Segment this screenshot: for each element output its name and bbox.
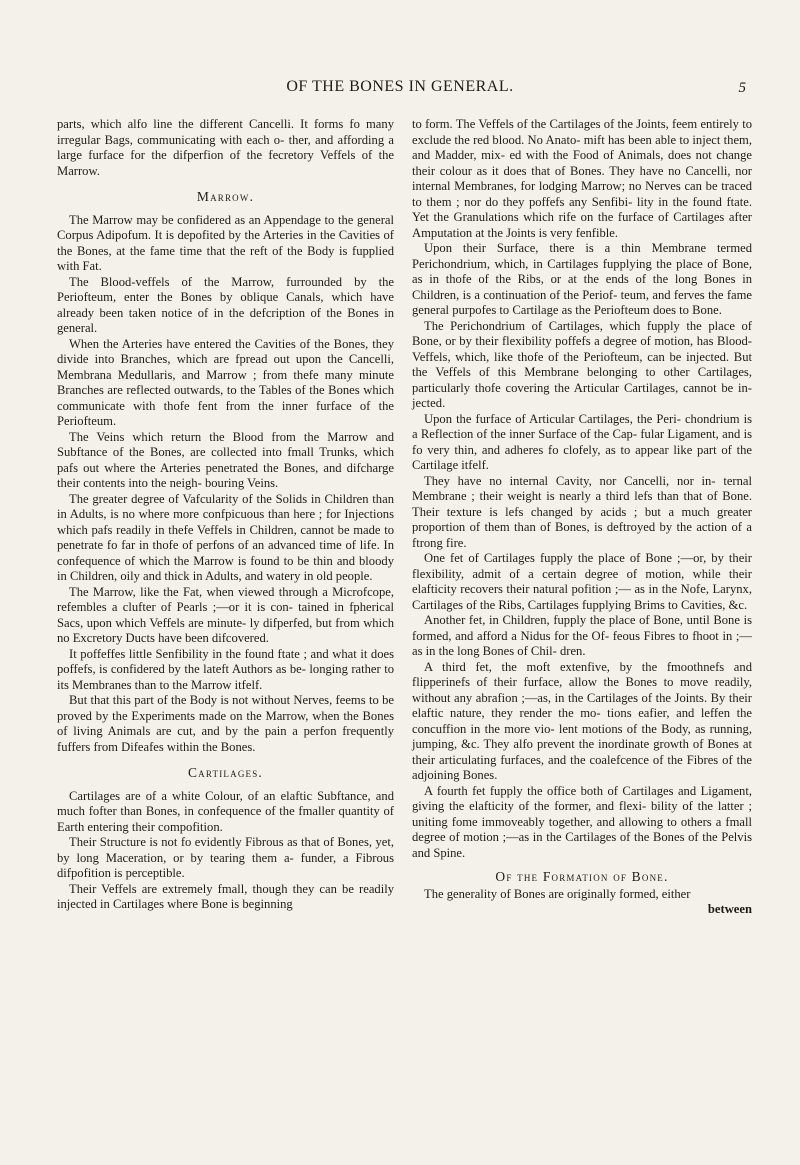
paragraph: A fourth fet fupply the office both of Cartilages and Ligament, giving the elafticity of the former, and flexi- bility of the latter ; uniting fome immoveably together, and allowing to others a fmall degree of motion ;—as in the Cartilages of the Bones of the Pelvis and Spine. xyxy=(412,783,752,860)
page-number: 5 xyxy=(738,80,746,96)
paragraph: to form. The Veffels of the Cartilages of the Joints, feem entirely to exclude the red blood. No Anato- mift has been able to inject them, and Madder, mix- ed with the Food of Animals, does not change their colour as it does that of Bones. They have no Cancelli, nor internal Membranes, for lodging Marrow; no Nerves can be traced to them ; nor do they poffefs any Senfibi- lity in the found ftate. Yet the Granulations which rife on the furface of Cartilages after Amputation at the Joints is very fenfible. xyxy=(412,117,752,240)
paragraph: The Veins which return the Blood from the Marrow and Subftance of the Bones, are collected into fmall Trunks, which pafs out where the Arteries penetrated the Bones, and difcharge their contents into the neigh- bouring Veins. xyxy=(57,429,394,490)
paragraph: Upon the furface of Articular Cartilages, the Peri- chondrium is a Reflection of the inner Surface of the Cap- fular Ligament, and is fo very thin, and adheres fo clofely, as to appear like part of the Cartilage itfelf. xyxy=(412,411,752,472)
paragraph: The generality of Bones are originally formed, either xyxy=(424,886,691,901)
paragraph: The Blood-veffels of the Marrow, furrounded by the Periofteum, enter the Bones by oblique Canals, which have already been taken notice of in the defcription of the Bones in general. xyxy=(57,274,394,335)
left-column xyxy=(57,117,394,913)
paragraph: The greater degree of Vafcularity of the Solids in Children than in Adults, is no where more confpicuous than here ; for Injections which pafs readily in thefe Veffels in Children, cannot be made to penetrate fo far in thofe of perfons of an advanced time of life. In confequence of which the Marrow is found to be thin and bloody in Children, oily and thick in Adults, and watery in old people. xyxy=(57,491,394,583)
paragraph: The Perichondrium of Cartilages, which fupply the place of Bone, or by their flexibility poffefs a degree of motion, has Blood-Veffels, which, like thofe of the Periofteum, can be injected. But the Veffels of this Membrane belonging to other Cartilages, particularly thofe covering the Articular Cartilages, cannot be in- jected. xyxy=(412,318,752,410)
paragraph: But that this part of the Body is not without Nerves, feems to be proved by the Experiments made on the Marrow, when the Bones of living Animals are cut, and by the pain a perfon frequently fuffers from Difeafes within the Bones. xyxy=(57,693,394,754)
paragraph: A third fet, the moft extenfive, by the fmoothnefs and flipperinefs of their furface, allow the Bones to move readily, without any abrafion ;—as, in the Cartilages of the Joints. By their elaftic nature, they render the mo- tions eafier, and leffen the concuffion in the more vio- lent motions of the Body, as running, jumping, &c. They alfo prevent the inordinate growth of Bones at their articulating furfaces, and the coalefcence of the Fibres of the adjoining Bones. xyxy=(412,659,752,782)
catchword: between xyxy=(707,902,752,916)
paragraph: Upon their Surface, there is a thin Membrane termed Perichondrium, which, in Cartilages fupplying the place of Bone, as in thofe of the Ribs, or at the ends of the long Bones in Children, is a continuation of the Periof- teum, and ferves the fame general purpofes to Cartilage as the Periofteum does to Bone. xyxy=(412,241,752,317)
paragraph: They have no internal Cavity, nor Cancelli, nor in- ternal Membrane ; their weight is nearly a third lefs than that of Bone. Their texture is lefs changed by acids ; but a much greater proportion of them than of Bones, is deftroyed by the action of a ftrong fire. xyxy=(412,473,752,550)
paragraph: The Marrow, like the Fat, when viewed through a Microfcope, refembles a clufter of Pearls ;—or it is con- tained in fpherical Sacs, upon which Veffels are minute- ly difperfed, but from which no Excretory Ducts have been difcovered. xyxy=(57,584,394,645)
section-heading-marrow: Marrow. xyxy=(196,189,255,204)
running-title: OF THE BONES IN GENERAL. xyxy=(286,78,514,95)
paragraph: When the Arteries have entered the Cavities of the Bones, they divide into Branches, which are fpread out upon the Cancelli, Membrana Medullaris, and Marrow ; from thefe many minute Branches are reflected outwards, to the Tables of the Bones which communicate with thofe fent from the inner furface of the Periofteum. xyxy=(57,336,394,428)
paragraph: Their Veffels are extremely fmall, though they can be readily injected in Cartilages where Bone is beginning xyxy=(57,881,394,911)
paragraph: The Marrow may be confidered as an Appendage to the general Corpus Adipofum. It is depofited by the Arteries in the Cavities of the Bones, at the fame time that the reft of the Body is fupplied with Fat. xyxy=(57,212,394,273)
right-column xyxy=(412,117,752,918)
paragraph: It poffeffes little Senfibility in the found ftate ; and what it does poffefs, is confidered by the lateft Authors as be- longing rather to its Membranes than to the Marrow itfelf. xyxy=(57,646,394,692)
section-heading-formation: Of the Formation of Bone. xyxy=(495,869,669,884)
paragraph: Cartilages are of a white Colour, of an elaftic Subftance, and much fofter than Bones, in confequence of the fmaller quantity of Earth entering their compofition. xyxy=(57,788,394,834)
paragraph: parts, which alfo line the different Cancelli. It forms fo many irregular Bags, communicating with each o- ther, and affording a large furface for the difperfion of the fecretory Veffels of the Marrow. xyxy=(57,117,394,178)
paragraph: Their Structure is not fo evidently Fibrous as that of Bones, yet, by long Maceration, or by tearing them a- funder, a Fibrous difpofition is perceptible. xyxy=(57,835,394,880)
section-heading-cartilages: Cartilages. xyxy=(187,765,264,780)
paragraph: Another fet, in Children, fupply the place of Bone, until Bone is formed, and afford a Nidus for the Of- feous Fibres to fhoot in ;—as in the long Bones of Chil- dren. xyxy=(412,613,752,658)
paragraph: One fet of Cartilages fupply the place of Bone ;—or, by their flexibility, admit of a certain degree of motion, while their elafticity recovers their natural pofition ;— as in the Nofe, Larynx, Cartilages of the Ribs, Cartilages fupplying Brims to Cavities, &c. xyxy=(412,551,752,612)
